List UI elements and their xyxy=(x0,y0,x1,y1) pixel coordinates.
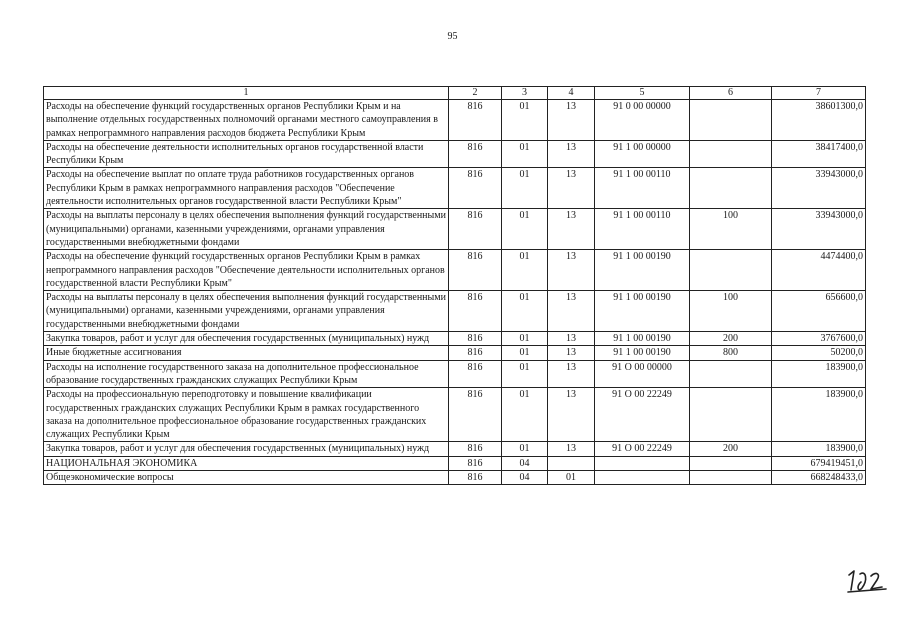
row-section: 01 xyxy=(502,209,548,250)
row-section: 01 xyxy=(502,332,548,346)
row-section: 01 xyxy=(502,140,548,168)
row-amount: 679419451,0 xyxy=(772,456,866,470)
row-section: 01 xyxy=(502,100,548,141)
row-expense-type xyxy=(690,388,772,442)
row-name: Иные бюджетные ассигнования xyxy=(44,346,449,360)
row-subsection: 13 xyxy=(548,168,595,209)
row-name: Расходы на выплаты персоналу в целях обеспечения выполнения функций государственными (муниципальными) органами, казенными учреждениями, органами управления государственными внебюджетными фондами xyxy=(44,291,449,332)
table-row xyxy=(44,291,866,332)
row-section: 01 xyxy=(502,360,548,388)
row-name: Расходы на исполнение государственного заказа на дополнительное профессиональное образование государственных гражданских служащих Республики Крым xyxy=(44,360,449,388)
table-row xyxy=(44,209,866,250)
table-row xyxy=(44,100,866,141)
table-row xyxy=(44,388,866,442)
table-row xyxy=(44,471,866,485)
budget-table xyxy=(43,86,866,485)
header-col-1: 1 xyxy=(44,87,449,100)
table-row xyxy=(44,456,866,470)
row-code-gr: 816 xyxy=(449,100,502,141)
row-target-article: 91 1 00 00190 xyxy=(595,346,690,360)
row-name: Закупка товаров, работ и услуг для обеспечения государственных (муниципальных) нужд xyxy=(44,442,449,456)
table-row xyxy=(44,442,866,456)
row-amount: 656600,0 xyxy=(772,291,866,332)
row-name: Расходы на обеспечение функций государственных органов Республики Крым и на выполнение отдельных государственных полномочий органами местного самоуправления в рамках непрограммного направления расходов бюджета Республики Крым xyxy=(44,100,449,141)
row-name: Расходы на профессиональную переподготовку и повышение квалификации государственных гражданских служащих Республики Крым в рамках государственного заказа на дополнительное профессиональное образование государственных гражданских служащих Республики Крым xyxy=(44,388,449,442)
row-expense-type xyxy=(690,471,772,485)
row-code-gr: 816 xyxy=(449,442,502,456)
table-row xyxy=(44,332,866,346)
row-code-gr: 816 xyxy=(449,346,502,360)
row-subsection xyxy=(548,456,595,470)
row-code-gr: 816 xyxy=(449,209,502,250)
row-amount: 183900,0 xyxy=(772,388,866,442)
row-expense-type: 100 xyxy=(690,291,772,332)
row-subsection: 01 xyxy=(548,471,595,485)
table-row xyxy=(44,346,866,360)
row-name: Расходы на обеспечение деятельности исполнительных органов государственной власти Республики Крым xyxy=(44,140,449,168)
row-target-article xyxy=(595,471,690,485)
header-col-2: 2 xyxy=(449,87,502,100)
row-expense-type xyxy=(690,360,772,388)
row-subsection: 13 xyxy=(548,250,595,291)
row-target-article: 91 1 00 00190 xyxy=(595,291,690,332)
row-subsection: 13 xyxy=(548,360,595,388)
row-subsection: 13 xyxy=(548,346,595,360)
row-target-article: 91 О 00 22249 xyxy=(595,388,690,442)
row-section: 01 xyxy=(502,250,548,291)
row-amount: 183900,0 xyxy=(772,442,866,456)
row-subsection: 13 xyxy=(548,291,595,332)
row-code-gr: 816 xyxy=(449,388,502,442)
row-section: 01 xyxy=(502,291,548,332)
row-target-article: 91 1 00 00110 xyxy=(595,168,690,209)
row-expense-type xyxy=(690,250,772,291)
header-col-7: 7 xyxy=(772,87,866,100)
row-section: 01 xyxy=(502,168,548,209)
row-amount: 38417400,0 xyxy=(772,140,866,168)
row-code-gr: 816 xyxy=(449,332,502,346)
row-target-article: 91 0 00 00000 xyxy=(595,100,690,141)
row-subsection: 13 xyxy=(548,332,595,346)
row-name: Расходы на обеспечение выплат по оплате труда работников государственных органов Республики Крым в рамках непрограммного направления расходов "Обеспечение деятельности исполнительных органов государственной власти Республики Крым" xyxy=(44,168,449,209)
row-amount: 668248433,0 xyxy=(772,471,866,485)
row-amount: 4474400,0 xyxy=(772,250,866,291)
row-amount: 33943000,0 xyxy=(772,168,866,209)
row-subsection: 13 xyxy=(548,100,595,141)
row-code-gr: 816 xyxy=(449,360,502,388)
row-section: 01 xyxy=(502,346,548,360)
row-subsection: 13 xyxy=(548,209,595,250)
row-code-gr: 816 xyxy=(449,471,502,485)
header-row xyxy=(44,87,866,100)
row-target-article: 91 О 00 00000 xyxy=(595,360,690,388)
row-expense-type xyxy=(690,100,772,141)
row-target-article: 91 1 00 00110 xyxy=(595,209,690,250)
row-target-article: 91 1 00 00190 xyxy=(595,250,690,291)
table-row xyxy=(44,140,866,168)
row-section: 04 xyxy=(502,456,548,470)
header-col-4: 4 xyxy=(548,87,595,100)
row-section: 01 xyxy=(502,388,548,442)
row-expense-type: 200 xyxy=(690,442,772,456)
row-expense-type xyxy=(690,168,772,209)
row-amount: 3767600,0 xyxy=(772,332,866,346)
table-body xyxy=(44,100,866,485)
row-expense-type xyxy=(690,140,772,168)
row-name: Закупка товаров, работ и услуг для обеспечения государственных (муниципальных) нужд xyxy=(44,332,449,346)
table-row xyxy=(44,360,866,388)
row-name: НАЦИОНАЛЬНАЯ ЭКОНОМИКА xyxy=(44,456,449,470)
page-number: 95 xyxy=(447,31,458,42)
row-name: Расходы на выплаты персоналу в целях обеспечения выполнения функций государственными (муниципальными) органами, казенными учреждениями, органами управления государственными внебюджетными фондами xyxy=(44,209,449,250)
row-section: 01 xyxy=(502,442,548,456)
header-col-5: 5 xyxy=(595,87,690,100)
row-code-gr: 816 xyxy=(449,168,502,209)
row-subsection: 13 xyxy=(548,442,595,456)
row-target-article: 91 1 00 00000 xyxy=(595,140,690,168)
row-section: 04 xyxy=(502,471,548,485)
row-amount: 38601300,0 xyxy=(772,100,866,141)
row-code-gr: 816 xyxy=(449,250,502,291)
row-expense-type: 800 xyxy=(690,346,772,360)
row-target-article: 91 О 00 22249 xyxy=(595,442,690,456)
table-row xyxy=(44,168,866,209)
row-amount: 183900,0 xyxy=(772,360,866,388)
row-name: Общеэкономические вопросы xyxy=(44,471,449,485)
row-code-gr: 816 xyxy=(449,456,502,470)
row-target-article: 91 1 00 00190 xyxy=(595,332,690,346)
row-code-gr: 816 xyxy=(449,140,502,168)
row-expense-type: 200 xyxy=(690,332,772,346)
row-expense-type: 100 xyxy=(690,209,772,250)
header-col-3: 3 xyxy=(502,87,548,100)
row-target-article xyxy=(595,456,690,470)
row-code-gr: 816 xyxy=(449,291,502,332)
table-row xyxy=(44,250,866,291)
row-amount: 50200,0 xyxy=(772,346,866,360)
row-amount: 33943000,0 xyxy=(772,209,866,250)
row-expense-type xyxy=(690,456,772,470)
header-col-6: 6 xyxy=(690,87,772,100)
row-subsection: 13 xyxy=(548,388,595,442)
row-subsection: 13 xyxy=(548,140,595,168)
handwritten-page-number-signature xyxy=(846,566,890,594)
row-name: Расходы на обеспечение функций государственных органов Республики Крым в рамках непрограммного направления расходов "Обеспечение деятельности исполнительных органов государственной власти Республики Крым" xyxy=(44,250,449,291)
